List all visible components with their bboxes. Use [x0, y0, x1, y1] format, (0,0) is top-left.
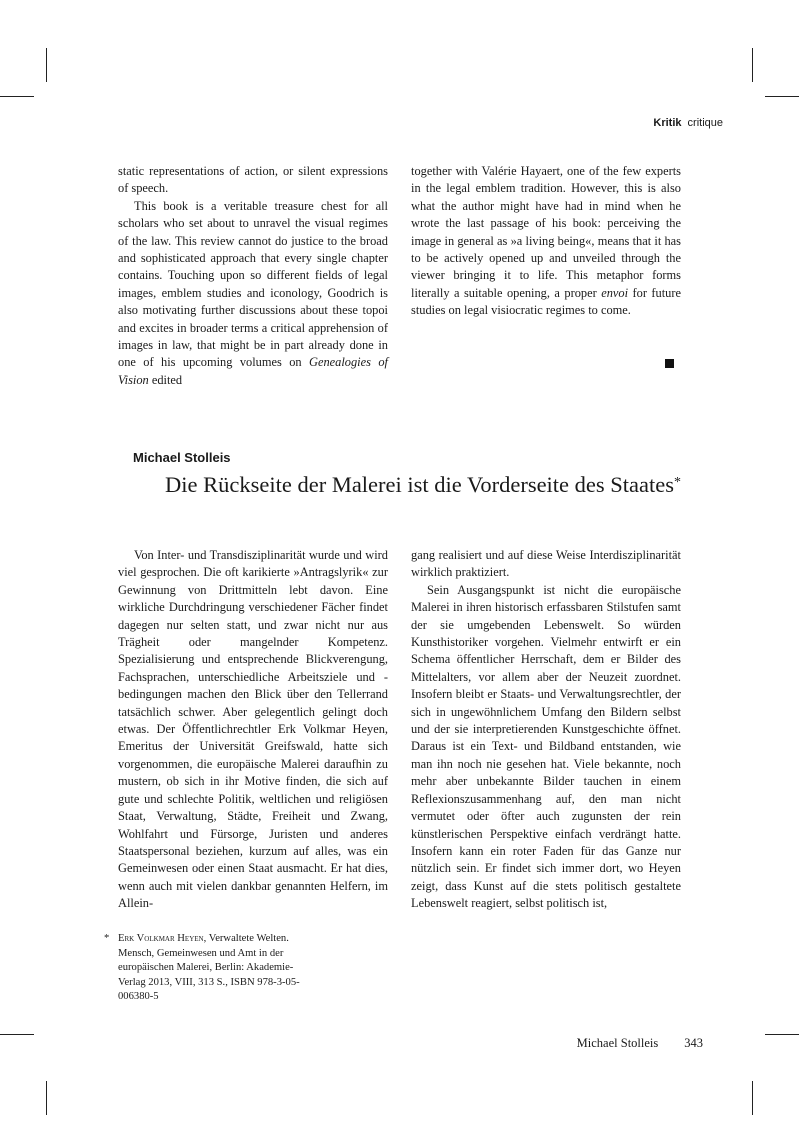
crop-mark — [0, 96, 34, 97]
page-number: 343 — [684, 1036, 703, 1050]
crop-mark — [765, 96, 799, 97]
crop-mark — [752, 1081, 753, 1115]
footnote-mark: * — [104, 933, 110, 944]
running-head-section: Kritik — [653, 117, 682, 129]
crop-mark — [46, 1081, 47, 1115]
footnote-text: Erk Volkmar Heyen, Verwaltete Welten. Mensch, Gemeinwesen und Amt in der europäischen Malerei, Berlin: Akademie-Verlag 2013, VIII, 313 S., ISBN 978-3-05-006380-5 — [118, 933, 300, 1003]
paragraph: This book is a veritable treasure chest for all scholars who set about to unravel the visual regimes of the law. This review cannot do justice to the broad and sophisticated approach that every single chapter contains. Touching upon so different fields of legal images, emblem studies and iconology, Goodrich is also motivating further discussions about these topoi and excites in broader terms a critical apprehension of images in law, that might be in part already done in one of his upcoming volumes on Genealogies of Vision edited — [118, 198, 388, 387]
crop-mark — [752, 48, 753, 82]
paragraph: static representations of action, or silent expressions of speech. — [118, 164, 388, 196]
crop-mark — [0, 1034, 34, 1035]
crop-mark — [765, 1034, 799, 1035]
paragraph: gang realisiert und auf diese Weise Interdisziplinarität wirklich praktiziert. — [411, 548, 681, 580]
article-col2 — [411, 547, 681, 913]
prev-review-col1 — [118, 163, 388, 389]
title-footnote-mark: * — [674, 475, 682, 490]
page-footer — [577, 1036, 703, 1051]
book-title: Genealogies of Vision — [118, 355, 388, 387]
prev-review-col2 — [411, 163, 681, 320]
article-title: Die Rückseite der Malerei ist die Vorderseite des Staates* — [165, 472, 682, 497]
article-col1 — [118, 547, 388, 913]
envoi-emphasis: envoi — [601, 285, 629, 300]
paragraph: Von Inter- und Transdisziplinarität wurde und wird viel gesprochen. Die oft karikierte »Antragslyrik« zur Gewinnung von Drittmitteln lebt davon. Eine wirkliche Durchdringung verschiedener Fächer findet dagegen nur selten statt, und zwar nicht nur aus Trägheit oder mangelnder Kompetenz. Spezialisierung und entsprechende Blickverengung, Fachsprachen, unterschiedliche Arbeitsziele und -bedingungen machen den Blick über den Tellerrand tatsächlich schwer. Aber gelegentlich gelingt doch etwas. Der Öffentlichrechtler Erk Volkmar Heyen, Emeritus der Universität Greifswald, hatte sich vorgenommen, die europäische Malerei daraufhin zu mustern, ob sich in ihr Motive finden, die sich auf gute und schlechte Politik, weltlichen und religiösen Staat, Verwaltung, Städte, Freiheit und Zwang, Wohlfahrt und Fürsorge, Juristen und anderes Staatspersonal beziehen, kurzum auf alles, was ein Gemeinwesen oder einen Staat ausmacht. Er hat dies, wenn auch mit vielen dankbar genannten Helfern, im Allein- — [118, 548, 388, 911]
article-author: Michael Stolleis — [133, 450, 231, 465]
paragraph: Sein Ausgangspunkt ist nicht die europäische Malerei in ihren historisch erfassbaren Stilstufen samt der sie umgebenden Lebenswelt. So würden Kunsthistoriker vorgehen. Vielmehr entwirft er ein Schema öffentlicher Herrschaft, dem er Bilder des Mittelalters, vor allem aber der Neuzeit zuordnet. Insofern bleibt er Staats- und Verwaltungsrechtler, der sich in ungewöhnlichem Umfang den Bildern selbst und der sie interpretierenden Kunstgeschichte öffnet. Daraus ist ein Text- und Bildband entstanden, wie man ihn noch nie gesehen hat. Viele bekannte, noch mehr aber unbekannte Bilder tauchen in einem Reflexionszusammenhang auf, den man nicht vermutet oder öfter auch zugunsten der rein künstlerischen Perspektive einfach verdrängt hatte. Insofern kann ein roter Faden für das Ganze nur nützlich sein. Er findet sich immer dort, wo Heyen zeigt, dass Kunst auf die stets politisch gestaltete Lebenswelt reagiert, selbst politisch ist, — [411, 582, 681, 911]
end-of-article-mark — [665, 359, 674, 368]
paragraph: together with Valérie Hayaert, one of the few experts in the legal emblem tradition. However, this is also what the author might have had in mind when he wrote the last passage of his book: perceiving the image in general as »a living being«, means that it has to be actively opened up and unveiled through the viewer bringing it to life. This metaphor forms literally a suitable opening, a proper envoi for future studies on legal visiocratic regimes to come. — [411, 164, 682, 318]
footer-author: Michael Stolleis — [576, 1036, 659, 1050]
running-head-subsection: critique — [687, 117, 723, 129]
crop-mark — [46, 48, 47, 82]
running-head — [653, 117, 723, 129]
footnote — [104, 932, 304, 1005]
footnote-author: Erk Volkmar Heyen — [118, 933, 204, 944]
